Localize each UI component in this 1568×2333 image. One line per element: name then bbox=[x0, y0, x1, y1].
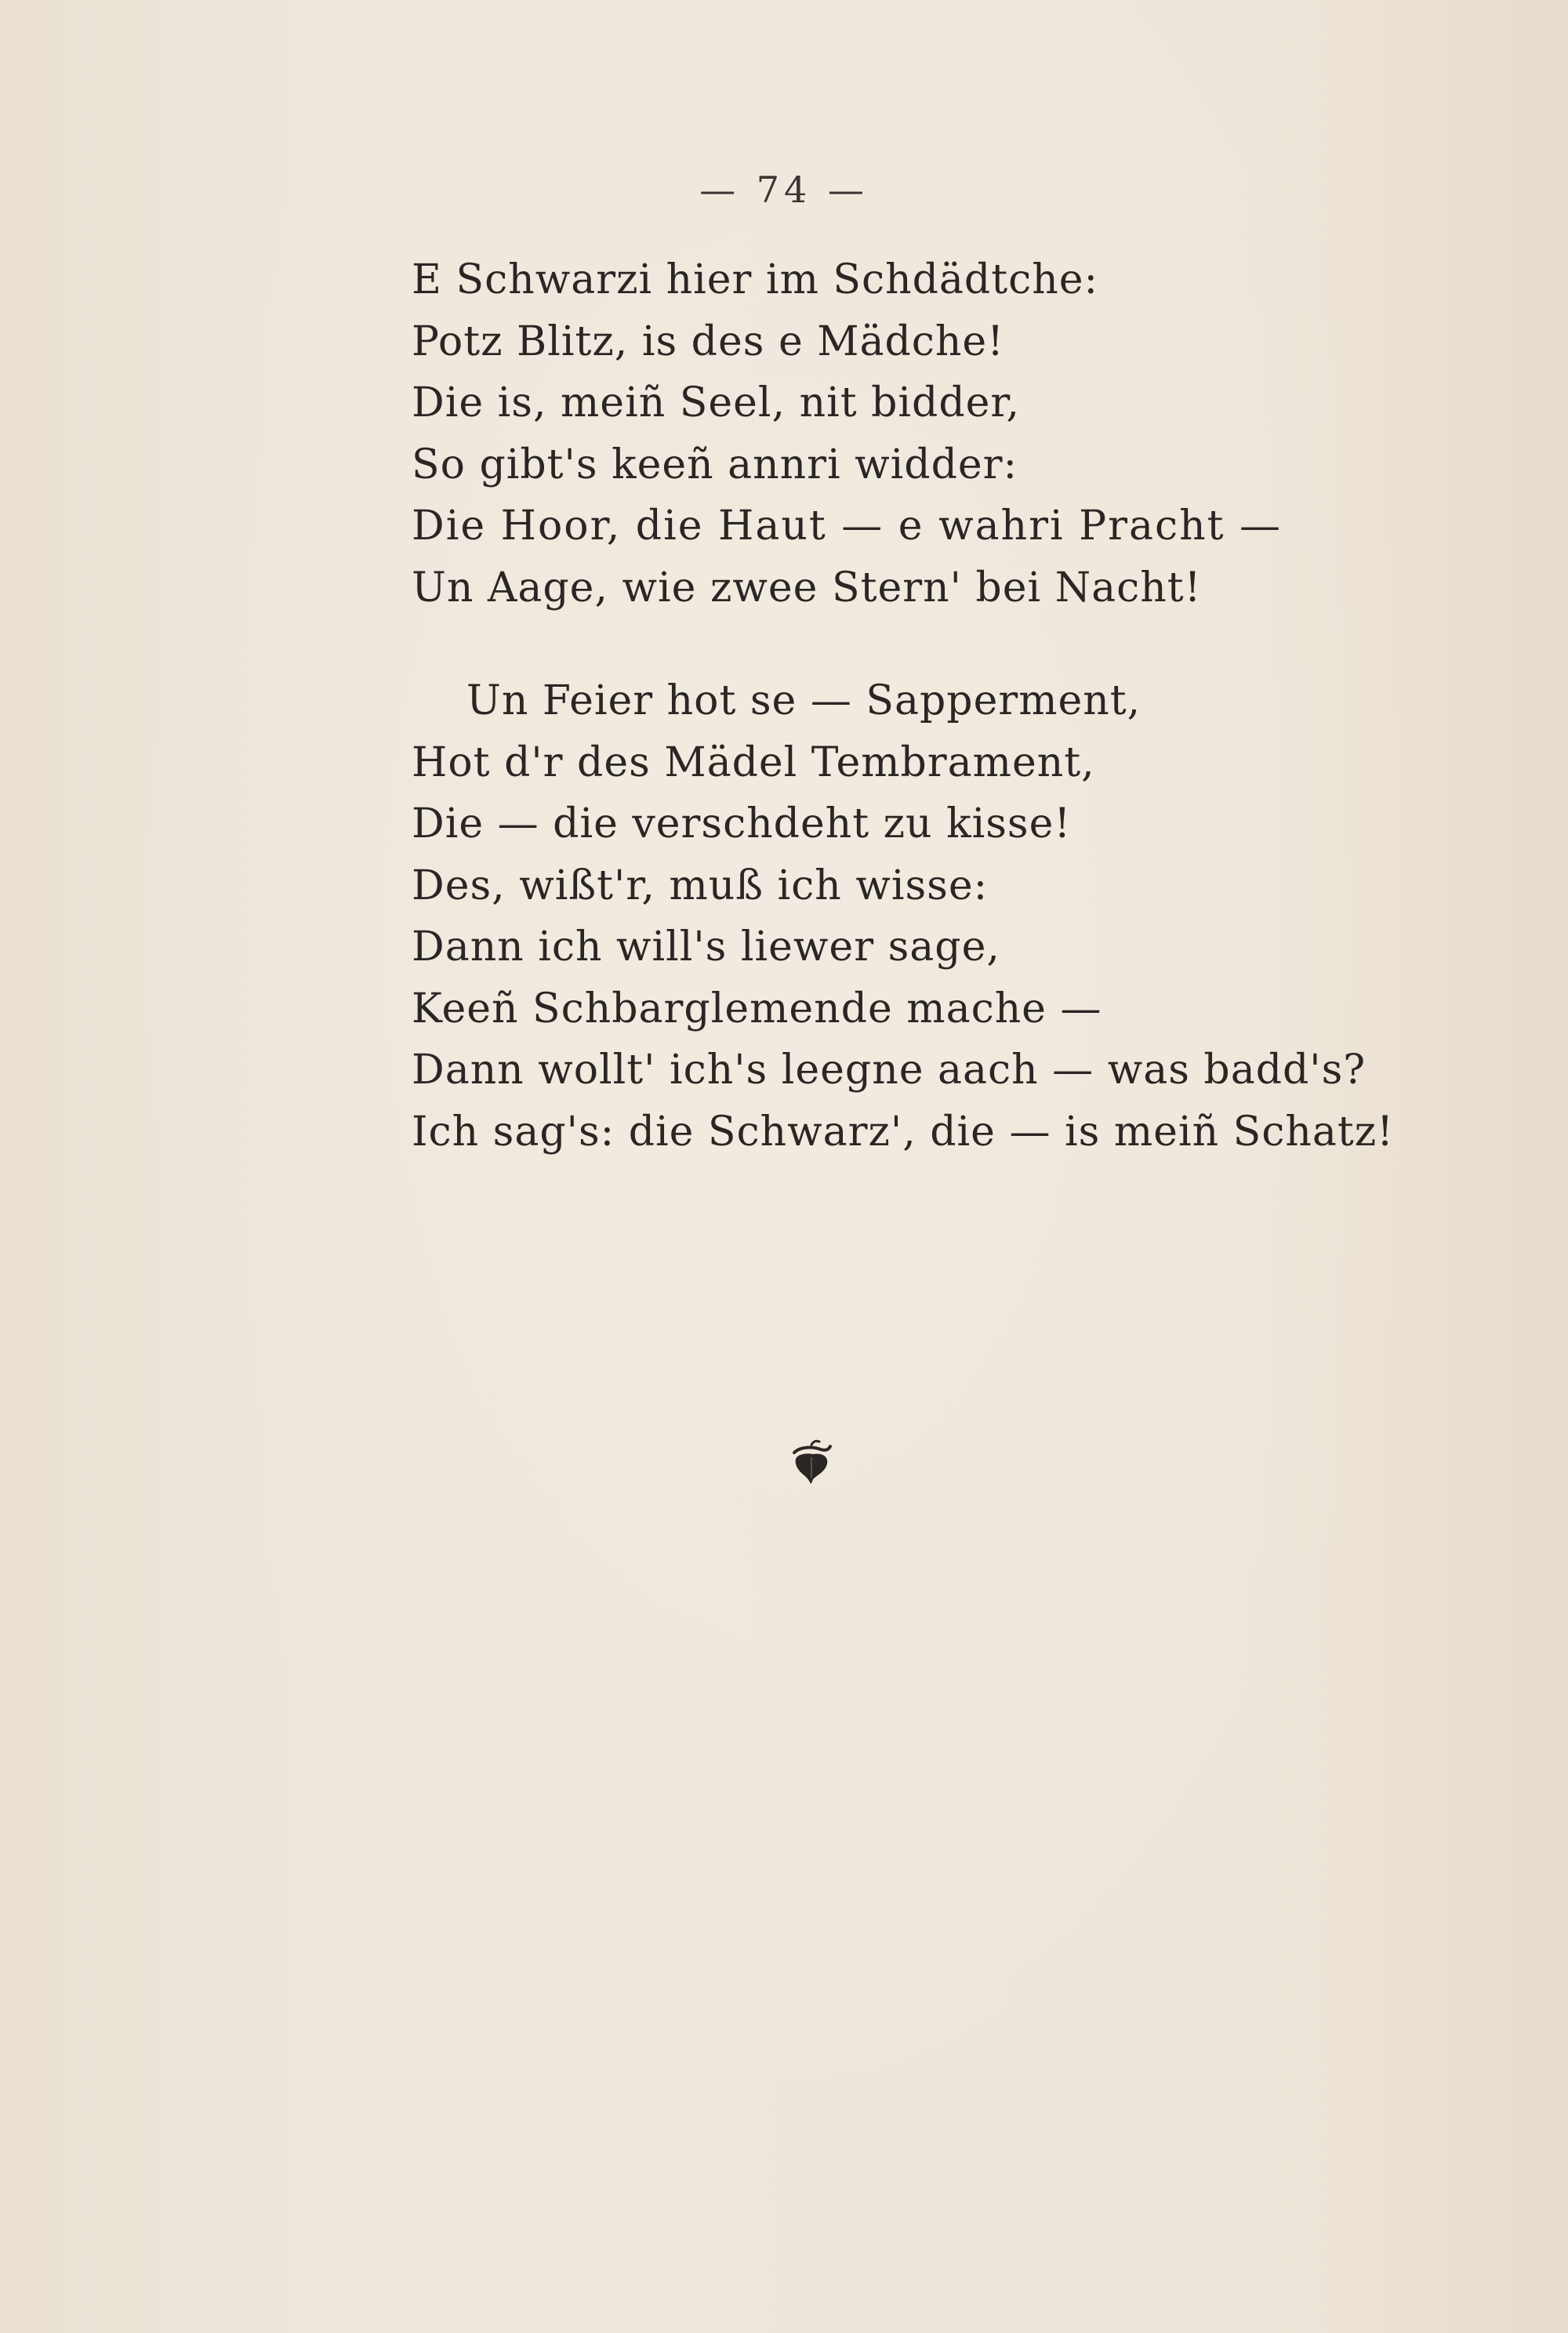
poem-line: Des, wißt'r, muß ich wisse: bbox=[412, 862, 989, 909]
poem-line: Die is, meiñ Seel, nit bidder, bbox=[412, 379, 1021, 426]
poem-line: Die Hoor, die Haut — e wahri Pracht — bbox=[412, 503, 1283, 550]
poem-line: Dann ich will's liewer sage, bbox=[412, 923, 1000, 971]
poem-line: Un Aage, wie zwee Stern' bei Nacht! bbox=[412, 564, 1202, 611]
page-number: — 74 — bbox=[699, 169, 869, 211]
poem-line: Ich sag's: die Schwarz', die — is meiñ Schatz! bbox=[412, 1108, 1395, 1156]
stanza-2 bbox=[412, 670, 1395, 1163]
poem-line: Potz Blitz, is des e Mädche! bbox=[412, 317, 1005, 365]
stanza-1 bbox=[412, 249, 1352, 619]
poem-line: Die — die verschdeht zu kisse! bbox=[412, 800, 1072, 847]
poem-line: Dann wollt' ich's leegne aach — was badd's? bbox=[412, 1047, 1367, 1094]
poem bbox=[412, 249, 1395, 1163]
poem-line: E Schwarzi hier im Schdädtche: bbox=[412, 256, 1099, 303]
leaf-ornament-icon bbox=[789, 1439, 833, 1486]
poem-line: So gibt's keeñ annri widder: bbox=[412, 441, 1018, 488]
poem-line: Un Feier hot se — Sapperment, bbox=[466, 677, 1142, 724]
poem-line: Keeñ Schbarglemende mache — bbox=[412, 985, 1102, 1032]
poem-line: Hot d'r des Mädel Tembrament, bbox=[412, 738, 1095, 786]
